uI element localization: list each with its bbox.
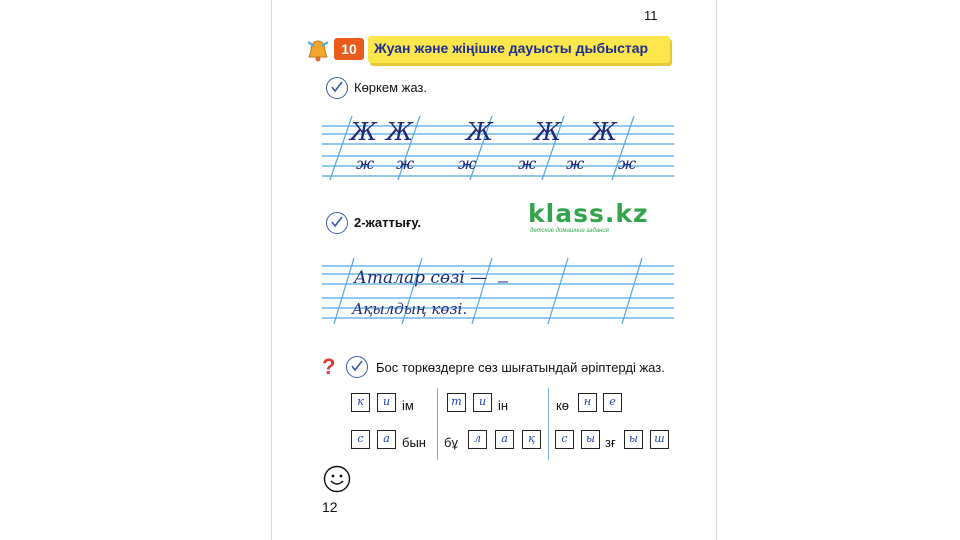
- section3-label: Бос торкөздерге сөз шығатындай әріптерді жаз.: [376, 360, 665, 375]
- question-icon: ?: [322, 354, 336, 379]
- klass-kz-logo: klass.kz: [528, 199, 649, 228]
- logo-tagline: детские домашние задания: [530, 228, 609, 234]
- lesson-number-badge: 10: [334, 38, 364, 60]
- writing-capital-1: Ж: [350, 118, 377, 146]
- section2-label: 2-жаттығу.: [354, 215, 422, 230]
- writing-capital-3: Ж: [466, 118, 493, 146]
- writing-small-6: ж: [618, 154, 637, 173]
- letter-box[interactable]: а: [377, 430, 396, 449]
- writing-capital-4: Ж: [534, 118, 561, 146]
- letter-box[interactable]: с: [555, 430, 574, 449]
- letter-box[interactable]: қ: [522, 430, 541, 449]
- letter-box[interactable]: ы: [624, 430, 643, 449]
- letter-box[interactable]: и: [377, 393, 396, 412]
- writing-small-1: ж: [356, 154, 375, 173]
- checkmark-icon: [326, 212, 348, 234]
- writing-small-4: ж: [518, 154, 537, 173]
- letter-box[interactable]: ы: [581, 430, 600, 449]
- letter-box[interactable]: т: [447, 393, 466, 412]
- proverb-line-1: Аталар сөзі —: [354, 268, 488, 288]
- lesson-title: Жуан және жіңішке дауысты дыбыстар: [374, 40, 649, 56]
- word-ending: ім: [402, 398, 414, 413]
- proverb-line-2: Ақылдың көзі.: [352, 300, 468, 318]
- letter-box[interactable]: л: [468, 430, 487, 449]
- word-middle: зғ: [605, 435, 616, 450]
- writing-capital-5: Ж: [590, 118, 617, 146]
- column-divider: [548, 388, 549, 460]
- writing-small-3: ж: [458, 154, 477, 173]
- letter-box[interactable]: к: [351, 393, 370, 412]
- letter-box[interactable]: и: [473, 393, 492, 412]
- letter-box[interactable]: н: [578, 393, 597, 412]
- letter-box[interactable]: а: [495, 430, 514, 449]
- writing-small-2: ж: [396, 154, 415, 173]
- writing-small-5: ж: [566, 154, 585, 173]
- word-start: бұ: [444, 435, 458, 450]
- checkmark-icon: [346, 356, 368, 378]
- page-number-top: 11: [644, 8, 658, 23]
- bell-icon: [306, 38, 330, 64]
- writing-capital-2: Ж: [386, 118, 413, 146]
- word-start: кө: [556, 398, 569, 413]
- smiley-icon: [323, 465, 351, 493]
- word-ending: бын: [402, 435, 426, 450]
- letter-box[interactable]: е: [603, 393, 622, 412]
- word-ending: ін: [498, 398, 509, 413]
- letter-box[interactable]: ш: [650, 430, 669, 449]
- section1-label: Көркем жаз.: [354, 80, 427, 95]
- page-number-bottom: 12: [322, 499, 338, 515]
- letter-box[interactable]: с: [351, 430, 370, 449]
- checkmark-icon: [326, 77, 348, 99]
- column-divider: [437, 388, 438, 460]
